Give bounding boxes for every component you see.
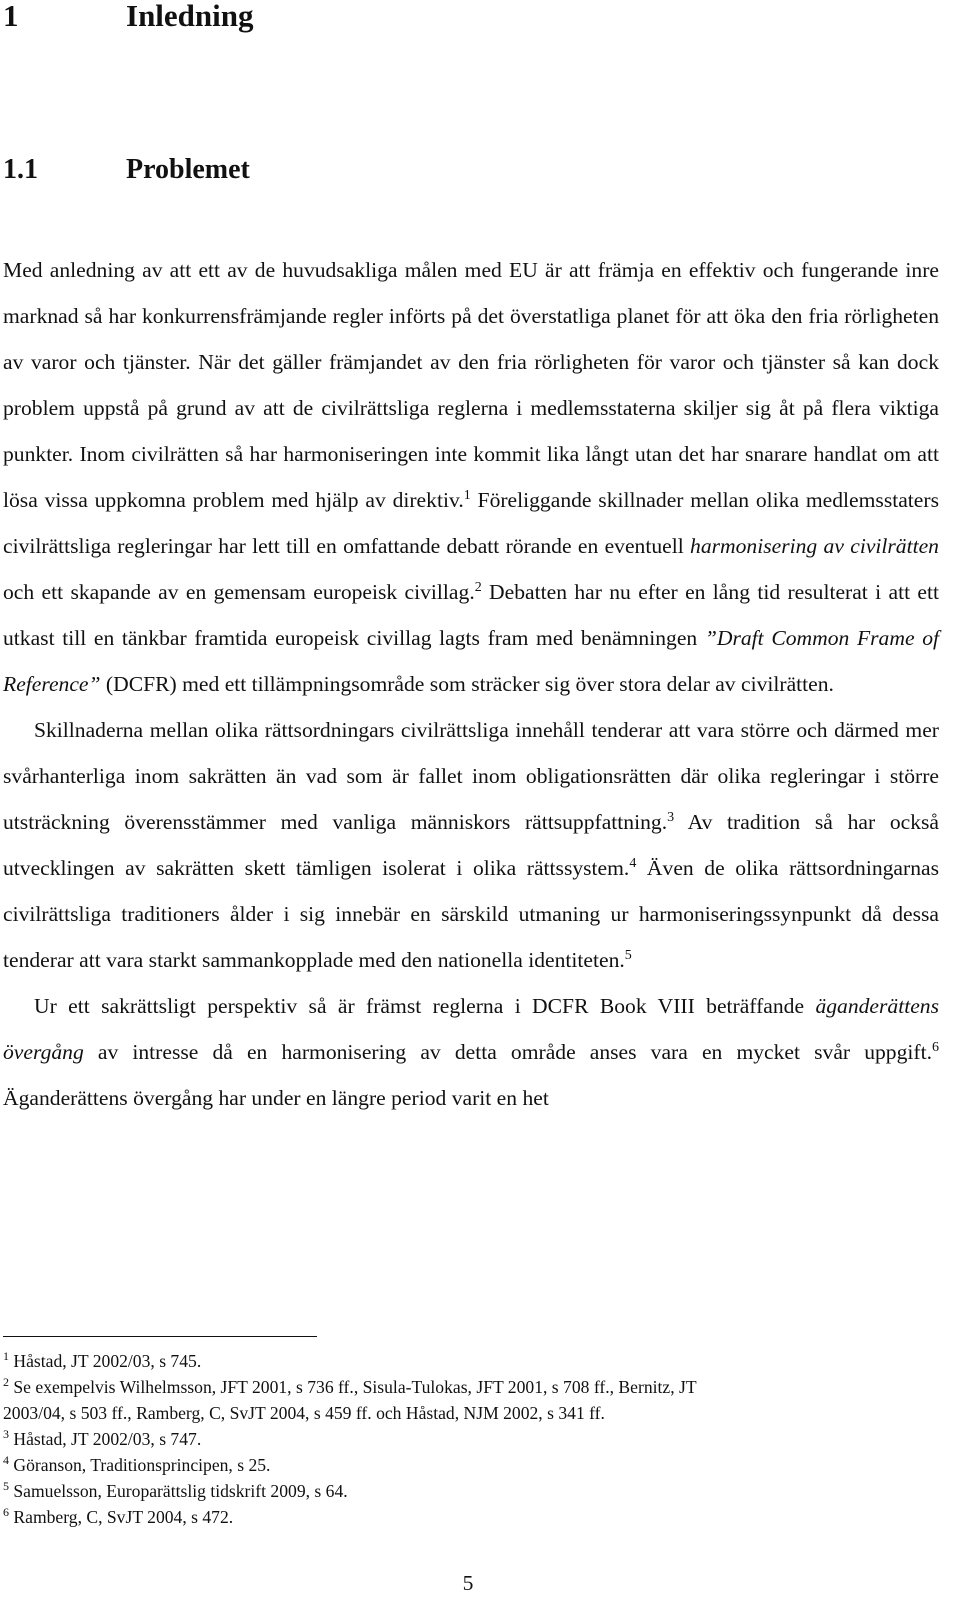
footnote-6 [3,1504,903,1530]
emphasis-text: äganderättens övergång [3,994,939,1064]
footnote-text: Göranson, Traditionsprincipen, s 25. [9,1455,271,1475]
footnote-ref[interactable]: 4 [629,856,637,871]
footnote-text: Samuelsson, Europarättslig tidskrift 2009, s 64. [9,1481,348,1501]
paragraph-text: Föreliggande skillnader mellan olika medlemsstaters civilrättsliga regleringar har lett till en omfattande debatt rörande en eventuell [3,488,939,558]
footnote-separator [3,1336,317,1337]
paragraph-text: av intresse då en harmonisering av detta område anses vara en mycket svår uppgift. [83,1040,932,1064]
footnote-number: 4 [3,1453,9,1467]
footnote-ref[interactable]: 2 [474,580,482,595]
footnote-number: 6 [3,1505,9,1519]
paragraph-text: Av tradition så har också utvecklingen av sakrätten skett tämligen isolerat i olika rättssystem. [3,810,939,880]
footnote-ref[interactable]: 1 [463,488,471,503]
footnote-ref[interactable]: 5 [624,948,632,963]
emphasis-text: ”Draft Common Frame of Reference” [3,626,939,696]
section-number: 1.1 [3,154,38,185]
footnote-ref[interactable]: 3 [667,810,675,825]
footnote-number: 2 [3,1375,9,1389]
footnotes [3,1348,903,1530]
body-text [3,247,939,1121]
footnote-text: Se exempelvis Wilhelmsson, JFT 2001, s 736 ff., Sisula-Tulokas, JFT 2001, s 708 ff., Bernitz, JT [9,1377,697,1397]
chapter-number: 1 [3,0,19,33]
paragraph-2 [3,707,939,983]
paragraph-text: Även de olika rättsordningarnas civilrättsliga traditioners ålder i sig innebär en särskild utmaning ur harmoniseringssynpunkt då dessa tenderar att vara starkt sammankopplade med den nationella identiteten. [3,856,939,972]
paragraph-text: Debatten har nu efter en lång tid resulterat i att ett utkast till en tänkbar framtida europeisk civillag lagts fram med benämningen [3,580,939,650]
page-number: 5 [462,1571,474,1595]
footnote-1 [3,1348,903,1374]
paragraph-text: Skillnaderna mellan olika rättsordningars civilrättsliga innehåll tenderar att vara större och därmed mer svårhanterliga inom sakrätten än vad som är fallet inom obligationsrätten där olika regleringar i större utsträckning överensstämmer med vanliga människors rättsuppfattning. [3,718,939,834]
footnote-number: 3 [3,1427,9,1441]
footnote-number: 1 [3,1349,9,1363]
footnote-ref[interactable]: 6 [932,1040,939,1055]
emphasis-text: harmonisering av civilrätten [690,534,939,558]
paragraph-3 [3,983,939,1121]
paragraph-text: och ett skapande av en gemensam europeisk civillag. [3,580,475,604]
paragraph-1 [3,247,939,707]
section-heading [3,150,250,190]
footnote-text-continued: 2003/04, s 503 ff., Ramberg, C, SvJT 2004, s 459 ff. och Håstad, NJM 2002, s 341 ff. [3,1403,605,1423]
footnote-text: Håstad, JT 2002/03, s 745. [9,1351,202,1371]
section-title: Problemet [126,154,250,185]
paragraph-text: Äganderättens övergång har under en längre period varit en het [3,1086,549,1110]
footnote-3 [3,1426,903,1452]
footnote-2 [3,1374,903,1426]
paragraph-text: (DCFR) med ett tillämpningsområde som sträcker sig över stora delar av civilrätten. [100,672,834,696]
paragraph-text: Med anledning av att ett av de huvudsakliga målen med EU är att främja en effektiv och fungerande inre marknad så har konkurrensfrämjande regler införts på det överstatliga planet för att öka den fria rörligheten av varor och tjänster. När det gäller främjandet av den fria rörligheten för varor och tjänster så kan dock problem uppstå på grund av att de civilrättsliga reglerna i medlemsstaterna skiljer sig åt på flera viktiga punkter. Inom civilrätten så har harmoniseringen inte kommit lika långt utan det har snarare handlat om att lösa vissa uppkomna problem med hjälp av direktiv. [3,258,939,512]
chapter-heading [3,0,254,38]
footnote-text: Håstad, JT 2002/03, s 747. [9,1429,202,1449]
footnote-number: 5 [3,1479,9,1493]
footnote-5 [3,1478,903,1504]
footnote-text: Ramberg, C, SvJT 2004, s 472. [9,1507,234,1527]
paragraph-text: Ur ett sakrättsligt perspektiv så är främst reglerna i DCFR Book VIII beträffande [34,994,816,1018]
footnote-4 [3,1452,903,1478]
chapter-title: Inledning [126,0,254,33]
